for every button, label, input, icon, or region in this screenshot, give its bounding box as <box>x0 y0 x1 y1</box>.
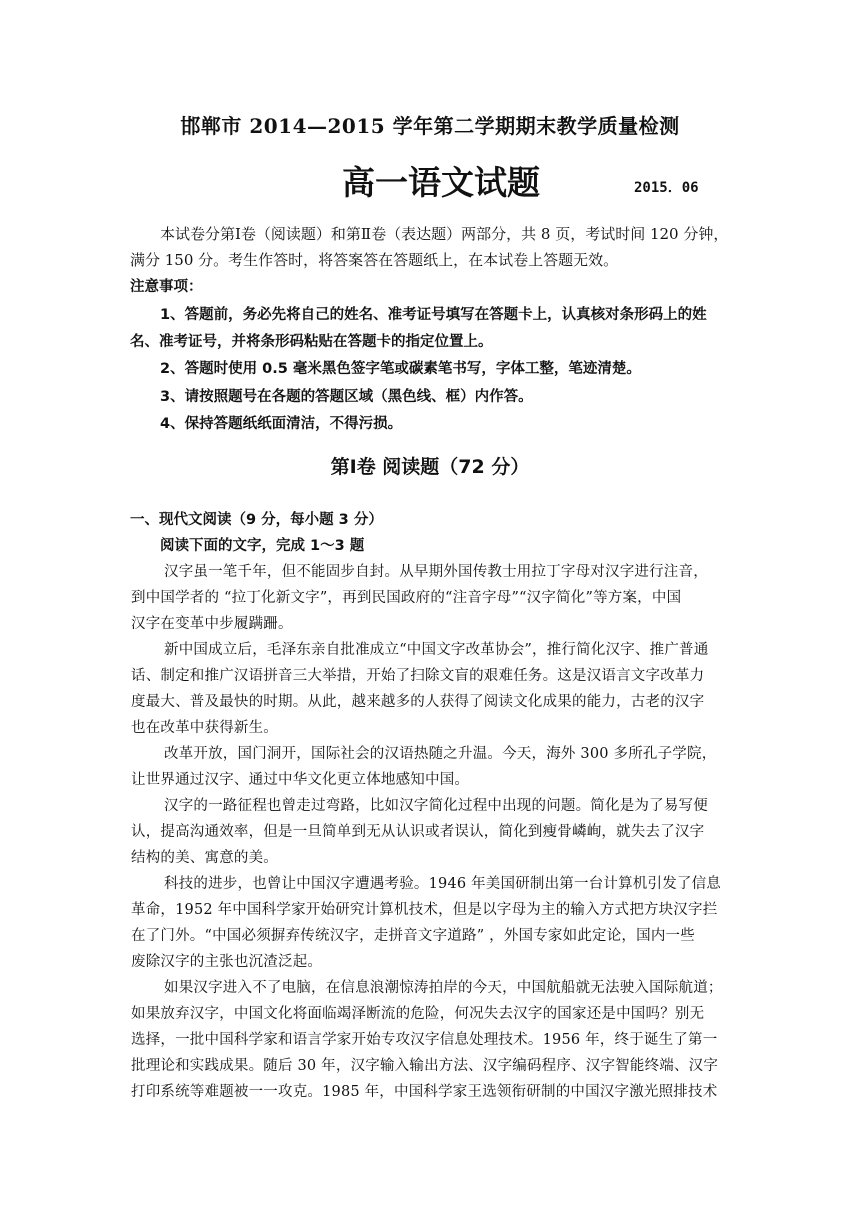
passage-line: 打印系统等难题被一一攻克。1985 年，中国科学家王选领衔研制的中国汉字激光照排技术 <box>131 1084 718 1100</box>
passage-line: 汉字在变革中步履蹒跚。 <box>131 616 293 632</box>
exam-header: 邯郸市 2014—2015 学年第二学期期末教学质量检测 <box>180 114 680 138</box>
part-heading: 一、现代文阅读（9 分，每小题 3 分） <box>130 512 383 528</box>
passage-line: 科技的进步，也曾让中国汉字遭遇考验。1946 年美国研制出第一台计算机引发了信息 <box>164 876 722 892</box>
notice-item: 名、准考证号，并将条形码粘贴在答题卡的指定位置上。 <box>130 334 493 350</box>
passage-line: 新中国成立后，毛泽东亲自批准成立“中国文字改革协会”，推行简化汉字、推广普通 <box>164 642 709 658</box>
passage-line: 如果汉字进入不了电脑，在信息浪潮惊涛拍岸的今天，中国航船就无法驶入国际航道； <box>164 980 723 996</box>
passage-line: 话、制定和推广汉语拼音三大举措，开始了扫除文盲的艰难任务。这是汉语言文字改革力 <box>131 668 705 684</box>
exam-date: 2015．06 <box>634 180 699 196</box>
passage-line: 如果放弃汉字，中国文化将面临竭泽断流的危险，何况失去汉字的国家还是中国吗？别无 <box>131 1006 705 1022</box>
passage-line: 结构的美、寓意的美。 <box>131 850 278 866</box>
part-instruction: 阅读下面的文字，完成 1～3 题 <box>160 538 365 554</box>
notice-item: 2、答题时使用 0.5 毫米黑色签字笔或碳素笔书写，字体工整，笔迹清楚。 <box>160 361 641 377</box>
passage-line: 废除汉字的主张也沉渣泛起。 <box>131 954 323 970</box>
passage-line: 在了门外。“中国必须摒弃传统汉字，走拼音文字道路” ，外国专家如此定论，国内一些 <box>131 928 695 944</box>
intro-line: 本试卷分第Ⅰ卷（阅读题）和第Ⅱ卷（表达题）两部分，共 8 页，考试时间 120 分钟， <box>160 225 729 243</box>
passage-line: 度最大、普及最快的时期。从此，越来越多的人获得了阅读文化成果的能力，古老的汉字 <box>131 694 705 710</box>
passage-line: 认，提高沟通效率，但是一旦简单到无从认识或者误认，简化到瘦骨嶙峋，就失去了汉字 <box>131 824 705 840</box>
page-title: 高一语文试题 <box>342 163 540 202</box>
passage-line: 批理论和实践成果。随后 30 年，汉字输入输出方法、汉字编码程序、汉字智能终端、汉字 <box>131 1058 719 1074</box>
notice-item: 4、保持答题纸纸面清洁，不得污损。 <box>160 416 403 432</box>
notice-heading: 注意事项： <box>130 279 203 295</box>
passage-line: 汉字虽一笔千年，但不能固步自封。从早期外国传教士用拉丁字母对汉字进行注音， <box>164 564 708 580</box>
passage-line: 汉字的一路征程也曾走过弯路，比如汉字简化过程中出现的问题。简化是为了易写便 <box>164 798 708 814</box>
notice-item: 1、答题前，务必先将自己的姓名、准考证号填写在答题卡上，认真核对条形码上的姓 <box>160 307 707 323</box>
passage-line: 也在改革中获得新生。 <box>131 720 278 736</box>
section-title: 第Ⅰ卷 阅读题（72 分） <box>330 456 530 478</box>
passage-line: 到中国学者的 “拉丁化新文字”，再到民国政府的“注音字母”“汉字简化”等方案，中国 <box>131 590 682 606</box>
passage-line: 选择，一批中国科学家和语言学家开始专攻汉字信息处理技术。1956 年，终于诞生了第一 <box>131 1032 718 1048</box>
passage-line: 让世界通过汉字、通过中华文化更立体地感知中国。 <box>131 772 470 788</box>
notice-item: 3、请按照题号在各题的答题区域（黑色线、框）内作答。 <box>160 389 533 405</box>
passage-line: 改革开放，国门洞开，国际社会的汉语热随之升温。今天，海外 300 多所孔子学院， <box>164 746 717 762</box>
passage-line: 革命，1952 年中国科学家开始研究计算机技术，但是以字母为主的输入方式把方块汉字拦 <box>131 902 718 918</box>
intro-line: 满分 150 分。考生作答时，将答案答在答题纸上，在本试卷上答题无效。 <box>130 251 619 269</box>
